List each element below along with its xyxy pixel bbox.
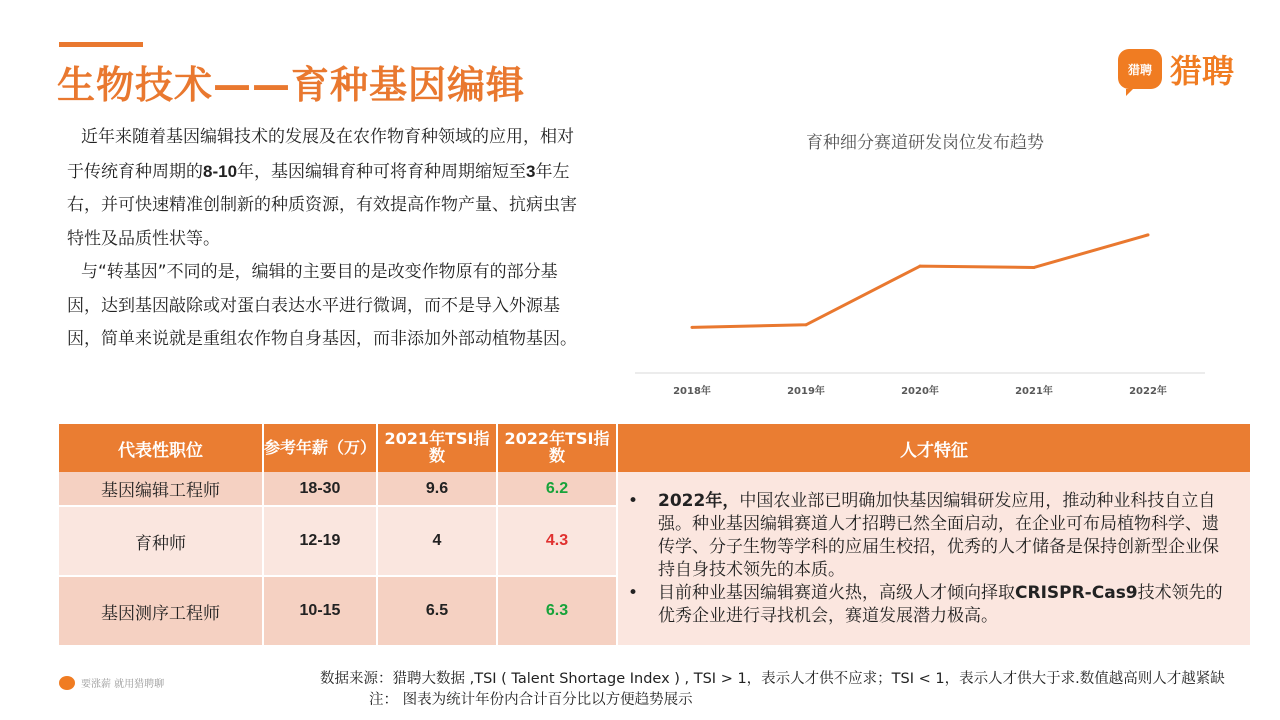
salary-cell: 18-30 — [263, 472, 377, 506]
intro-paragraph-2: 与“转基因”不同的是，编辑的主要目的是改变作物原有的部分基因，达到基因敲除或对蛋白表达水平进行微调，而不是导入外源基因，简单来说就是重组农作物自身基因，而非添加外部动植物基因。 — [67, 262, 577, 349]
data-point-5 — [1147, 233, 1150, 236]
table-row — [59, 472, 1250, 506]
chart-title: 育种细分赛道研发岗位发布趋势 — [806, 133, 1044, 153]
title-accent-bar — [59, 42, 143, 47]
intro-paragraph-1: 近年来随着基因编辑技术的发展及在农作物育种领域的应用，相对于传统育种周期的8-10年，基因编辑育种可将育种周期缩短至3年左右，并可快速精准创制新的种质资源，有效提高作物产量、抗病虫害特性及品质性状等。 — [67, 127, 577, 249]
tsi-2021-cell: 9.6 — [377, 472, 497, 506]
header-traits: 人才特征 — [617, 424, 1250, 472]
talent-table — [59, 424, 1250, 647]
chat-bubble-icon — [59, 676, 75, 690]
logo-wordmark: 猎聘 — [1170, 52, 1235, 90]
position-cell: 基因测序工程师 — [59, 576, 263, 646]
footer-slogan: 要涨薪 就用猎聘聊 — [81, 679, 165, 690]
x-tick-label: 2022年 — [1129, 386, 1167, 397]
x-tick-label: 2018年 — [673, 386, 711, 397]
trend-chart — [630, 118, 1220, 413]
traits-bullet-1: • 2022年，中国农业部已明确加快基因编辑研发应用，推动种业科技自立自强。种业基因编辑赛道人才招聘已然全面启动，在企业可布局植物科学、遗传学、分子生物等学科的应届生校招，优秀的人才储备是保持创新型企业保持自身技术领先的本质。 — [628, 490, 1234, 582]
trend-chart-svg — [630, 118, 1220, 413]
header-tsi-2021: 2021年TSI指数 — [377, 424, 497, 472]
tsi-2022-cell: 6.3 — [497, 576, 617, 646]
chart-note-text: 注： 图表为统计年份内合计百分比以方便趋势展示 — [369, 692, 693, 708]
tsi-2021-cell: 6.5 — [377, 576, 497, 646]
header-tsi-2022: 2022年TSI指数 — [497, 424, 617, 472]
intro-text — [67, 121, 587, 357]
position-cell: 基因编辑工程师 — [59, 472, 263, 506]
x-tick-label: 2021年 — [1015, 386, 1053, 397]
traits-cell — [617, 472, 1250, 646]
tsi-2022-cell: 4.3 — [497, 506, 617, 576]
traits-bullet-2: • 目前种业基因编辑赛道火热，高级人才倾向择取CRISPR-Cas9技术领先的优秀企业进行寻找机会，赛道发展潜力极高。 — [628, 582, 1234, 628]
series-line — [692, 235, 1148, 328]
header-salary: 参考年薪（万） — [263, 424, 377, 472]
position-cell: 育种师 — [59, 506, 263, 576]
salary-cell: 12-19 — [263, 506, 377, 576]
table-header-row — [59, 424, 1250, 472]
x-tick-label: 2020年 — [901, 386, 939, 397]
logo-chat-bubble-icon: 猎聘 — [1118, 49, 1162, 89]
salary-cell: 10-15 — [263, 576, 377, 646]
liepin-logo — [1118, 46, 1234, 92]
x-tick-label: 2019年 — [787, 386, 825, 397]
footer-brand — [59, 675, 164, 690]
data-point-2 — [805, 323, 808, 326]
page-title: 生物技术——育种基因编辑 — [57, 63, 526, 107]
tsi-2021-cell: 4 — [377, 506, 497, 576]
data-point-1 — [691, 326, 694, 329]
header-position: 代表性职位 — [59, 424, 263, 472]
data-point-3 — [919, 265, 922, 268]
data-point-4 — [1033, 266, 1036, 269]
tsi-2022-cell: 6.2 — [497, 472, 617, 506]
data-source-text: 数据来源：猎聘大数据 ,TSI ( Talent Shortage Index ) , TSI > 1，表示人才供不应求；TSI < 1，表示人才供大于求.数值越高则人才越紧缺 — [320, 671, 1225, 687]
